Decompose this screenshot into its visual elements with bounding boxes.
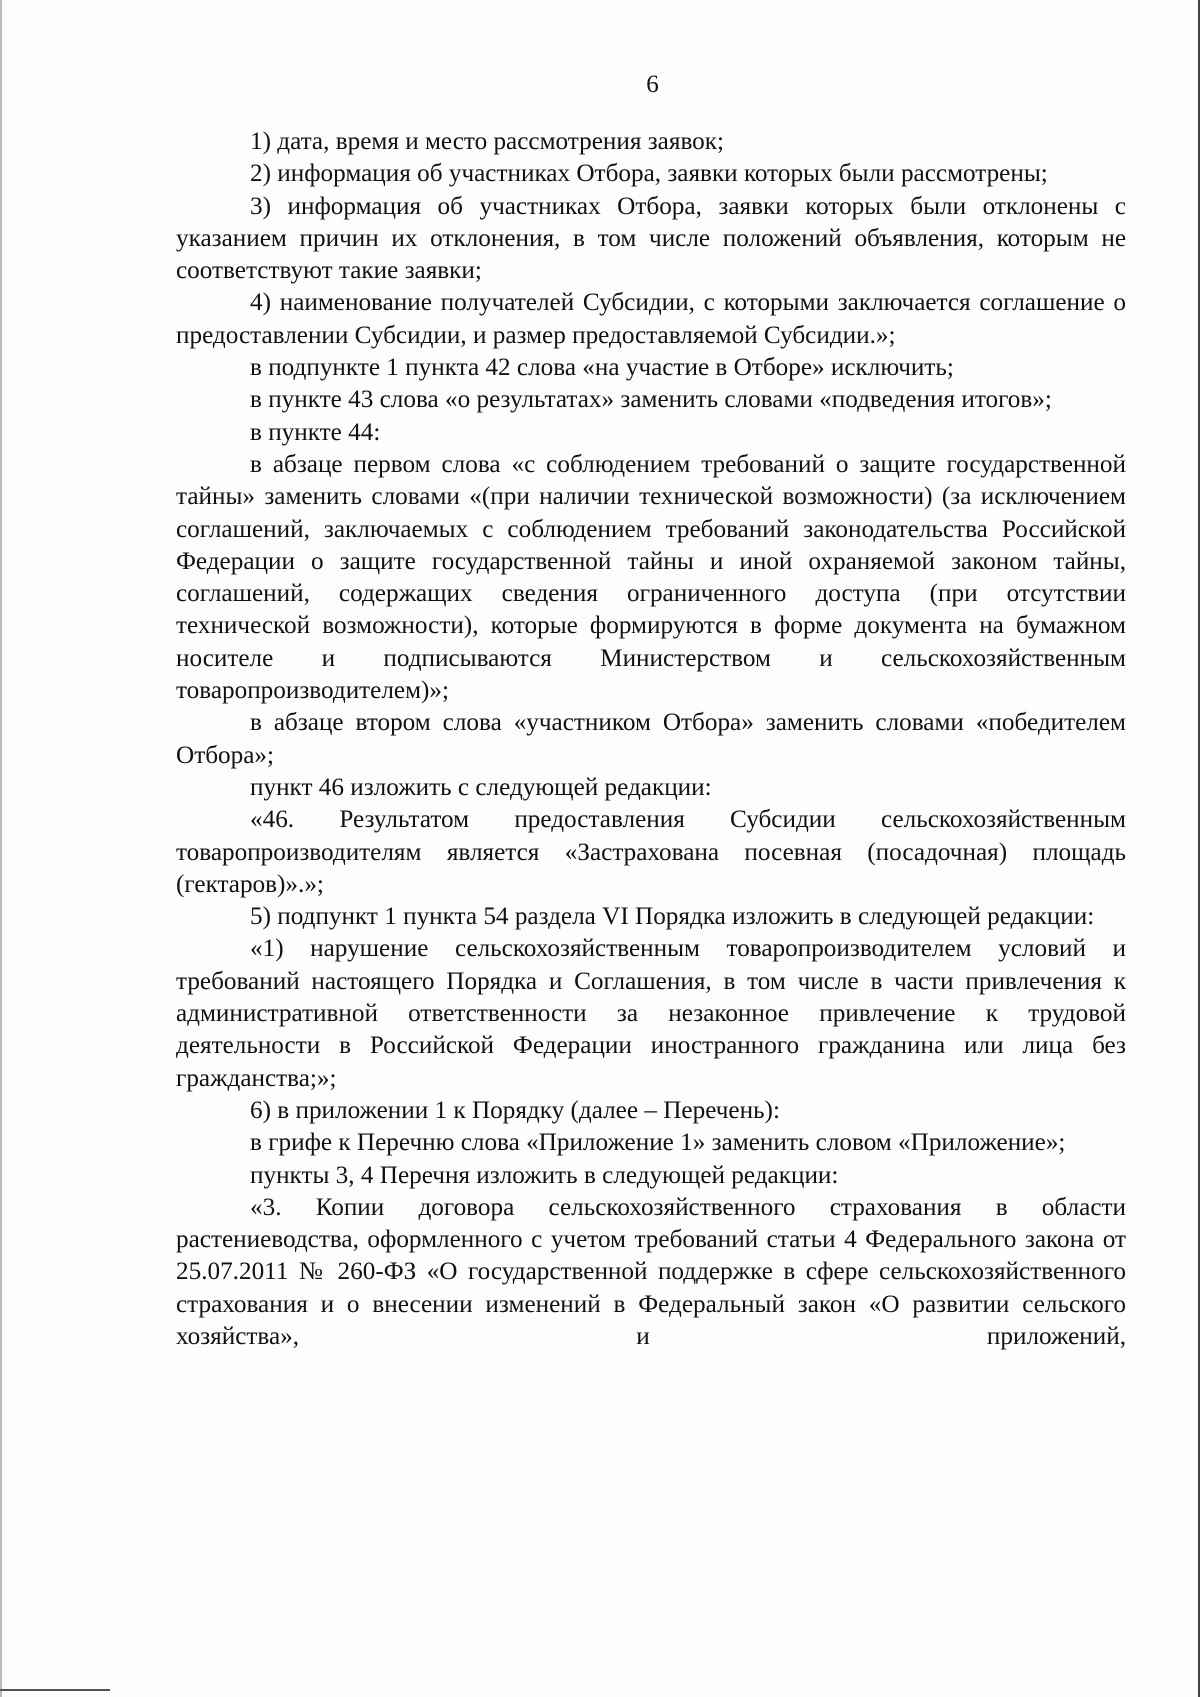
page-number: 6 bbox=[646, 71, 659, 98]
scan-edge-left bbox=[0, 0, 2, 1697]
paragraph: 6) в приложении 1 к Порядку (далее – Перечень): bbox=[250, 1096, 780, 1124]
paragraph: 4) наименование получателей Субсидии, с которыми заключается соглашение о предоставлении Субсидии, и размер предоставляемой Субсидии.»; bbox=[176, 289, 1126, 349]
paragraph: «1) нарушение сельскохозяйственным товаропроизводителем условий и требований настоящего Порядка и Соглашения, в том числе в части привлечения к административной ответственности за незаконное привлечение к трудовой деятельности в Российской Федерации иностранного гражданина или лица без гражданства;»; bbox=[176, 935, 1126, 1092]
paragraph: пункты 3, 4 Перечня изложить в следующей редакции: bbox=[250, 1161, 839, 1189]
paragraph: в абзаце первом слова «с соблюдением требований о защите государственной тайны» заменить словами «(при наличии технической возможности) (за исключением соглашений, заключаемых с соблюдением требований законодательства Российской Федерации о защите государственной тайны и иной охраняемой законом тайны, соглашений, содержащих сведения ограниченного доступа (при отсутствии технической возможности), которые формируются в форме документа на бумажном носителе и подписываются Министерством и сельскохозяйственным товаропроизводителем)»; bbox=[176, 450, 1126, 705]
paragraph: в подпункте 1 пункта 42 слова «на участие в Отборе» исключить; bbox=[250, 354, 954, 382]
paragraph: 1) дата, время и место рассмотрения заявок; bbox=[250, 128, 724, 155]
paragraph: «46. Результатом предоставления Субсидии сельскохозяйственным товаропроизводителям является «Застрахована посевная (посадочная) площадь (гектаров)».»; bbox=[176, 806, 1126, 898]
paragraph: «3. Копии договора сельскохозяйственного страхования в области растениеводства, оформленного с учетом требований статьи 4 Федерального закона от 25.07.2011 № 260-ФЗ «О государственной поддержке в сфере сельскохозяйственного страхования и о внесении изменений в Федеральный закон «О развитии сельского хозяйства», и приложений, bbox=[176, 1193, 1126, 1350]
paragraph: в абзаце втором слова «участником Отбора» заменить словами «победителем Отбора»; bbox=[176, 709, 1126, 769]
paragraph: в пункте 44: bbox=[250, 418, 381, 446]
paragraph: 2) информация об участниках Отбора, заявки которых были рассмотрены; bbox=[250, 160, 1048, 188]
scan-edge-bottom bbox=[0, 1689, 110, 1691]
paragraph: в грифе к Перечню слова «Приложение 1» заменить словом «Приложение»; bbox=[250, 1129, 1066, 1157]
paragraph: в пункте 43 слова «о результатах» заменить словами «подведения итогов»; bbox=[250, 386, 1052, 414]
paragraph: пункт 46 изложить с следующей редакции: bbox=[250, 773, 712, 801]
paragraph: 3) информация об участниках Отбора, заявки которых были отклонены с указанием причин их отклонения, в том числе положений объявления, которым не соответствуют такие заявки; bbox=[176, 192, 1126, 285]
document-body bbox=[176, 126, 1126, 1353]
paragraph: 5) подпункт 1 пункта 54 раздела VI Порядка изложить в следующей редакции: bbox=[250, 903, 1095, 931]
